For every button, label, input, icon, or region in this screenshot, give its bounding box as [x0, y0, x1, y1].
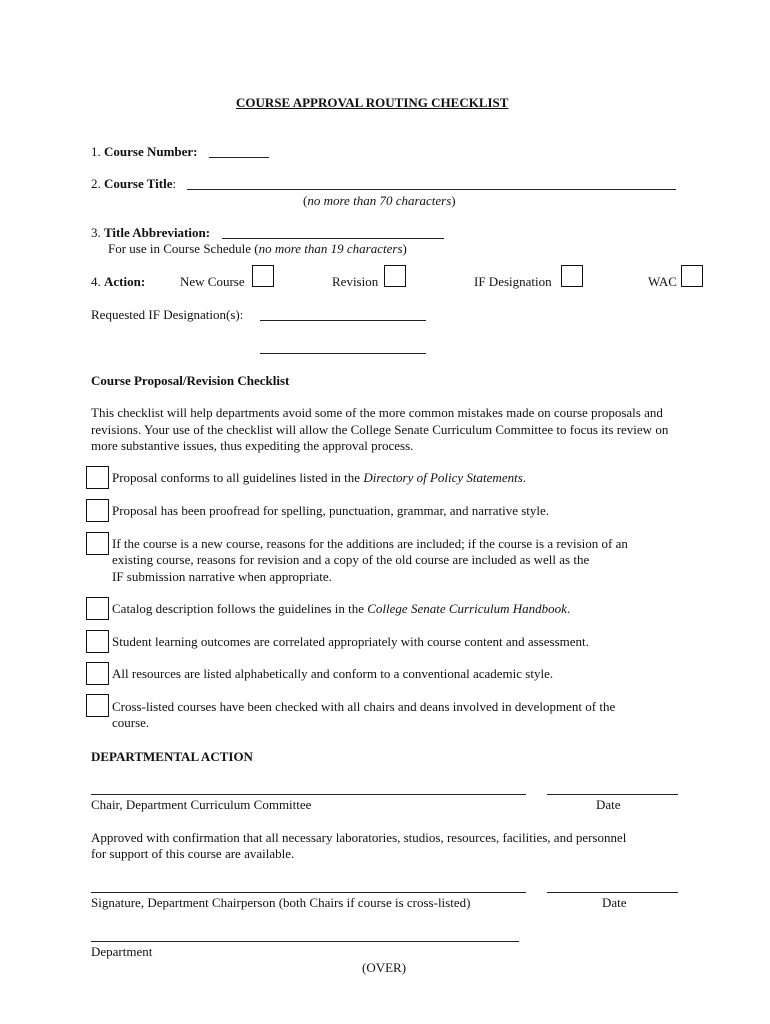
item-4-post: .	[566, 601, 571, 616]
course-title-note	[303, 193, 456, 209]
title-abbrev-sub	[108, 241, 407, 257]
checklist-heading: Course Proposal/Revision Checklist	[91, 373, 290, 388]
page-title: COURSE APPROVAL ROUTING CHECKLIST	[236, 95, 509, 110]
checklist-item-7-line2: course.	[112, 715, 150, 730]
course-title-row	[91, 176, 176, 192]
action-new-course-checkbox[interactable]	[252, 265, 274, 287]
item-4-em: College Senate Curriculum Handbook	[367, 601, 567, 616]
action-if-designation-label: IF Designation	[474, 274, 552, 289]
checklist-item-3-line3: IF submission narrative when appropriate.	[112, 569, 332, 584]
approval-text-line2: for support of this course are available.	[91, 846, 295, 861]
action-revision-label: Revision	[332, 274, 379, 289]
department-line[interactable]	[91, 941, 519, 942]
requested-if-label: Requested IF Designation(s):	[91, 307, 244, 322]
chairperson-signature-line[interactable]	[91, 892, 526, 893]
checklist-item-5-text: Student learning outcomes are correlated appropriately with course content and assessment.	[112, 634, 589, 649]
action-label: Action:	[104, 274, 146, 289]
course-number-field[interactable]	[209, 157, 269, 158]
title-abbrev-row	[91, 225, 210, 241]
note-open: (	[303, 193, 308, 208]
checklist-item-4-checkbox[interactable]	[86, 597, 109, 620]
department-label: Department	[91, 944, 153, 959]
action-num: 4.	[91, 274, 101, 289]
note-close: )	[451, 193, 456, 208]
chairperson-date-label: Date	[602, 895, 627, 910]
checklist-item-3-line2: existing course, reasons for revision and a copy of the old course are included as well as the	[112, 552, 590, 567]
item-1-post: .	[522, 470, 527, 485]
chair-label: Chair, Department Curriculum Committee	[91, 797, 312, 812]
checklist-intro: This checklist will help departments avoid some of the more common mistakes made on course proposals and revisions. Your use of the checklist will allow the College Senate Curriculum Committee to focus its review on more substantive issues, thus expediting the approval process.	[91, 405, 669, 453]
course-number-num: 1.	[91, 144, 101, 159]
checklist-item-7-line1: Cross-listed courses have been checked with all chairs and deans involved in development of the	[112, 699, 616, 714]
page-footer-over: (OVER)	[362, 960, 407, 975]
action-wac-checkbox[interactable]	[681, 265, 703, 287]
chair-date-label: Date	[596, 797, 621, 812]
sub-note: no more than 19 characters	[258, 241, 403, 256]
checklist-item-3-checkbox[interactable]	[86, 532, 109, 555]
course-number-row	[91, 144, 198, 160]
requested-if-field-1[interactable]	[260, 320, 426, 321]
checklist-item-6-checkbox[interactable]	[86, 662, 109, 685]
checklist-item-1-checkbox[interactable]	[86, 466, 109, 489]
chair-date-line[interactable]	[547, 794, 678, 795]
checklist-item-2-text: Proposal has been proofread for spelling, punctuation, grammar, and narrative style.	[112, 503, 550, 518]
title-abbrev-field[interactable]	[222, 238, 444, 239]
checklist-item-7-checkbox[interactable]	[86, 694, 109, 717]
action-if-designation-checkbox[interactable]	[561, 265, 583, 287]
action-revision-checkbox[interactable]	[384, 265, 406, 287]
action-row	[91, 274, 145, 290]
item-1-em: Directory of Policy Statements	[363, 470, 523, 485]
course-title-num: 2.	[91, 176, 101, 191]
course-title-label: Course Title	[104, 176, 173, 191]
course-title-colon: :	[172, 176, 177, 191]
sub-close: )	[402, 241, 407, 256]
approval-text-line1: Approved with confirmation that all necessary laboratories, studios, resources, facilities, and personnel	[91, 830, 627, 845]
item-1-pre: Proposal conforms to all guidelines listed in the	[112, 470, 364, 485]
chairperson-date-line[interactable]	[547, 892, 678, 893]
course-number-label: Course Number:	[104, 144, 198, 159]
title-abbrev-num: 3.	[91, 225, 101, 240]
checklist-item-1-text	[112, 470, 526, 486]
checklist-item-2-checkbox[interactable]	[86, 499, 109, 522]
chair-signature-line[interactable]	[91, 794, 526, 795]
checklist-item-6-text: All resources are listed alphabetically and conform to a conventional academic style.	[112, 666, 554, 681]
signature-label: Signature, Department Chairperson (both Chairs if course is cross-listed)	[91, 895, 471, 910]
course-title-field[interactable]	[187, 189, 676, 190]
note-text: no more than 70 characters	[307, 193, 452, 208]
checklist-item-5-checkbox[interactable]	[86, 630, 109, 653]
checklist-item-3-line1: If the course is a new course, reasons for the additions are included; if the course is a revision of an	[112, 536, 628, 551]
action-wac-label: WAC	[648, 274, 677, 289]
item-4-pre: Catalog description follows the guidelines in the	[112, 601, 368, 616]
requested-if-field-2[interactable]	[260, 353, 426, 354]
sub-prefix: For use in Course Schedule (	[108, 241, 259, 256]
title-abbrev-label: Title Abbreviation:	[104, 225, 211, 240]
departmental-heading: DEPARTMENTAL ACTION	[91, 749, 253, 764]
action-new-course-label: New Course	[180, 274, 245, 289]
checklist-item-4-text	[112, 601, 570, 617]
